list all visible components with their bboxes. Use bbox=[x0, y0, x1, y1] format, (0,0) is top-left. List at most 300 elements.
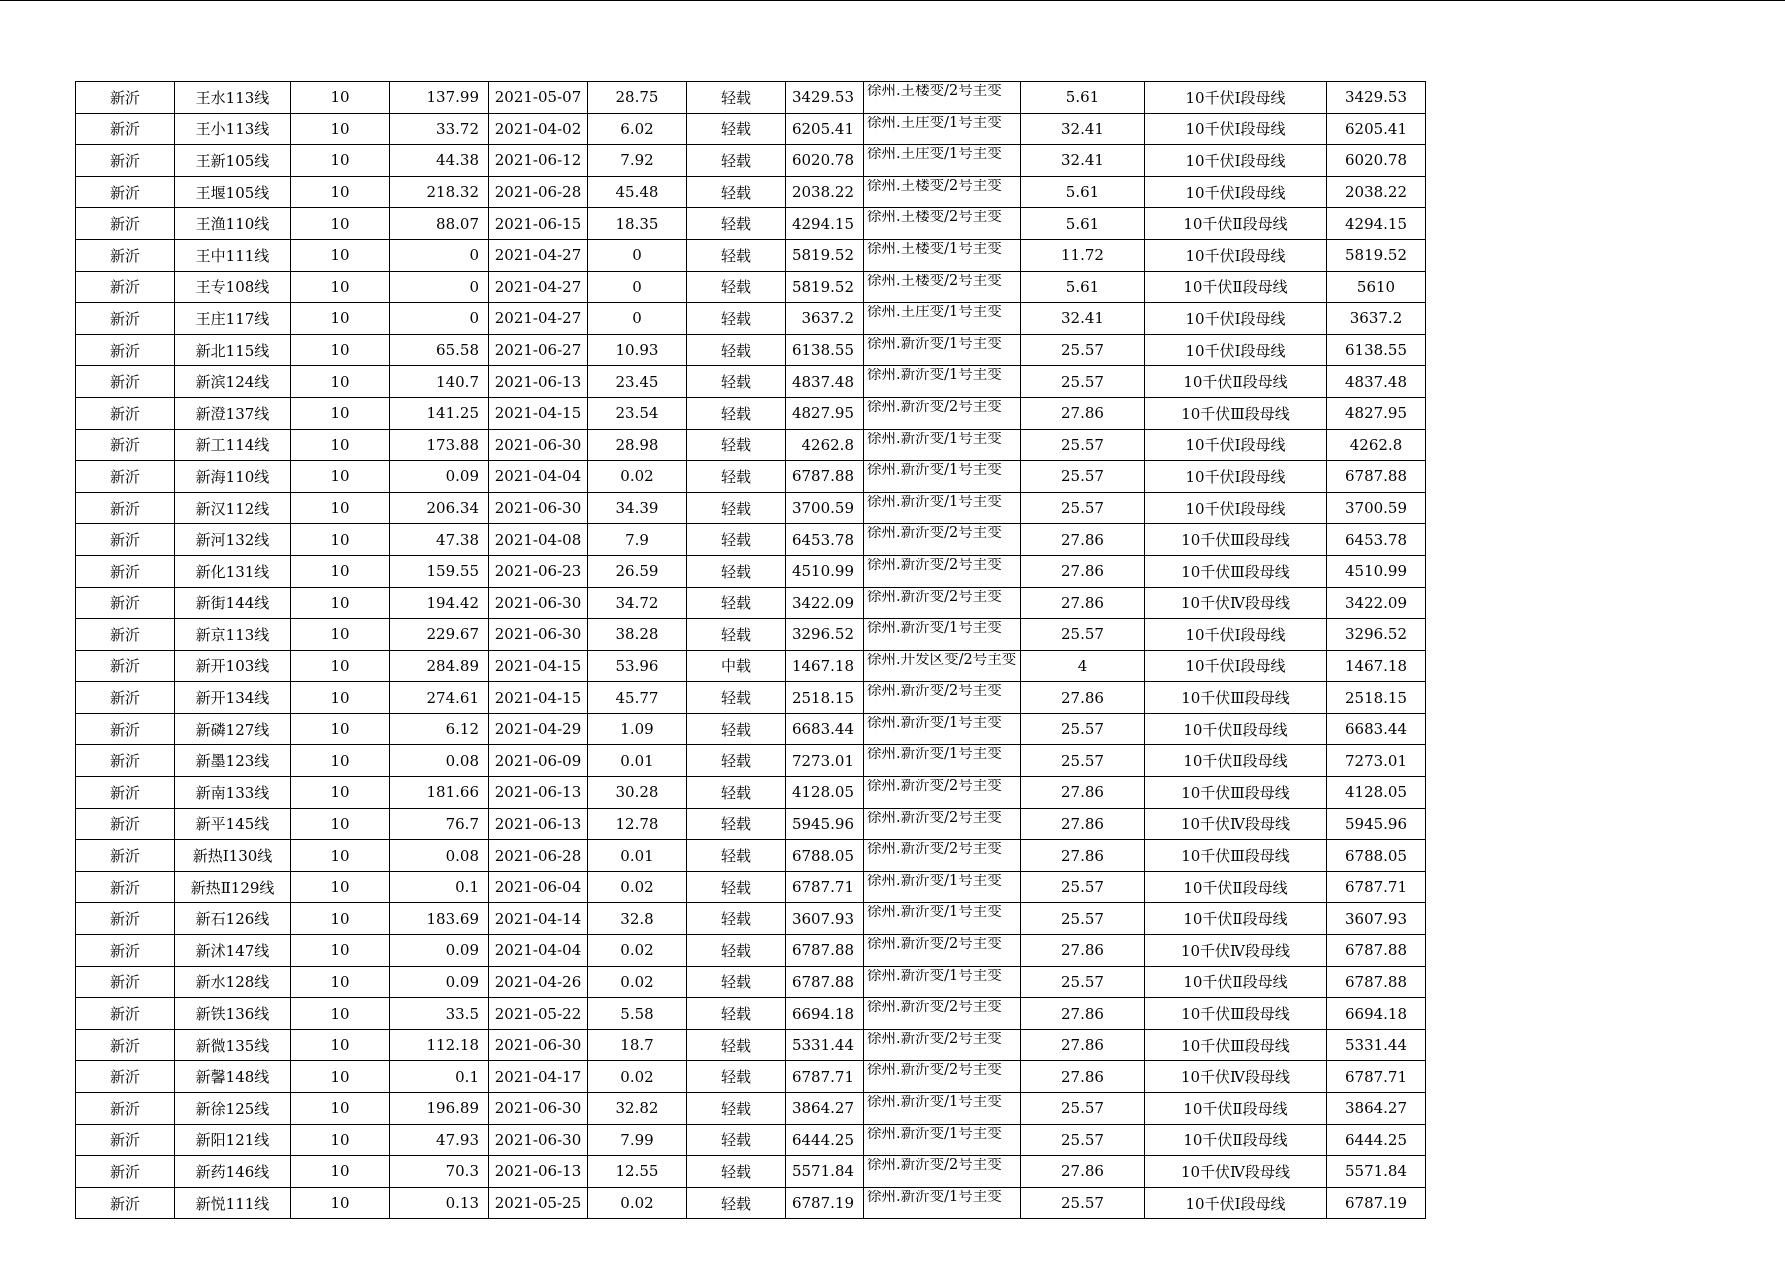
rate-cell: 0.02 bbox=[588, 1187, 687, 1219]
line-name-cell: 新墨123线 bbox=[175, 745, 291, 777]
rate-cell: 18.7 bbox=[588, 1029, 687, 1061]
load-status-cell: 轻载 bbox=[687, 397, 786, 429]
date-cell: 2021-06-09 bbox=[489, 745, 588, 777]
capacity-cell: 4262.8 bbox=[786, 429, 864, 461]
region-cell: 新沂 bbox=[76, 176, 175, 208]
rate-cell: 7.92 bbox=[588, 145, 687, 177]
remaining-capacity-cell: 5331.44 bbox=[1327, 1029, 1426, 1061]
capacity-cell: 5331.44 bbox=[786, 1029, 864, 1061]
transformer-rate-cell: 27.86 bbox=[1021, 840, 1145, 872]
value-cell: 0.09 bbox=[390, 461, 489, 493]
value-cell: 0.1 bbox=[390, 871, 489, 903]
load-status-cell: 轻载 bbox=[687, 745, 786, 777]
transformer-rate-cell: 25.57 bbox=[1021, 713, 1145, 745]
rate-cell: 30.28 bbox=[588, 777, 687, 809]
remaining-capacity-cell: 6788.05 bbox=[1327, 840, 1426, 872]
remaining-capacity-cell: 4262.8 bbox=[1327, 429, 1426, 461]
remaining-capacity-cell: 4837.48 bbox=[1327, 366, 1426, 398]
capacity-cell: 5819.52 bbox=[786, 239, 864, 271]
transformer-rate-cell: 27.86 bbox=[1021, 1156, 1145, 1188]
substation-text: 徐州.新沂变/1号主变 bbox=[867, 431, 1002, 447]
table-row bbox=[76, 1187, 1426, 1219]
transformer-rate-cell: 25.57 bbox=[1021, 1187, 1145, 1219]
table-row bbox=[76, 113, 1426, 145]
line-name-cell: 新馨148线 bbox=[175, 1061, 291, 1093]
region-cell: 新沂 bbox=[76, 397, 175, 429]
rate-cell: 28.75 bbox=[588, 82, 687, 114]
load-status-cell: 轻载 bbox=[687, 208, 786, 240]
substation-cell bbox=[864, 587, 1021, 619]
date-cell: 2021-06-30 bbox=[489, 429, 588, 461]
bus-cell: 10千伏Ⅱ段母线 bbox=[1145, 966, 1327, 998]
date-cell: 2021-06-30 bbox=[489, 1093, 588, 1125]
page-top-border bbox=[0, 0, 1785, 1]
value-cell: 218.32 bbox=[390, 176, 489, 208]
line-name-cell: 新热Ⅰ130线 bbox=[175, 840, 291, 872]
transformer-rate-cell: 25.57 bbox=[1021, 619, 1145, 651]
table-row bbox=[76, 777, 1426, 809]
bus-cell: 10千伏Ⅳ段母线 bbox=[1145, 1156, 1327, 1188]
date-cell: 2021-04-14 bbox=[489, 903, 588, 935]
date-cell: 2021-05-07 bbox=[489, 82, 588, 114]
table-row bbox=[76, 397, 1426, 429]
remaining-capacity-cell: 5945.96 bbox=[1327, 808, 1426, 840]
voltage-cell: 10 bbox=[291, 176, 390, 208]
capacity-cell: 3700.59 bbox=[786, 492, 864, 524]
region-cell: 新沂 bbox=[76, 555, 175, 587]
value-cell: 173.88 bbox=[390, 429, 489, 461]
table-row bbox=[76, 1061, 1426, 1093]
transformer-rate-cell: 25.57 bbox=[1021, 903, 1145, 935]
voltage-cell: 10 bbox=[291, 619, 390, 651]
capacity-cell: 3637.2 bbox=[786, 303, 864, 335]
rate-cell: 34.39 bbox=[588, 492, 687, 524]
rate-cell: 53.96 bbox=[588, 650, 687, 682]
substation-text: 徐州.新沂变/1号主变 bbox=[867, 747, 1002, 763]
remaining-capacity-cell: 2518.15 bbox=[1327, 682, 1426, 714]
substation-cell bbox=[864, 271, 1021, 303]
bus-cell: 10千伏Ⅲ段母线 bbox=[1145, 998, 1327, 1030]
rate-cell: 0 bbox=[588, 271, 687, 303]
voltage-cell: 10 bbox=[291, 871, 390, 903]
line-name-cell: 新海110线 bbox=[175, 461, 291, 493]
transformer-rate-cell: 25.57 bbox=[1021, 461, 1145, 493]
substation-text: 徐州.新沂变/1号主变 bbox=[867, 873, 1002, 889]
value-cell: 196.89 bbox=[390, 1093, 489, 1125]
load-status-cell: 中载 bbox=[687, 650, 786, 682]
date-cell: 2021-06-04 bbox=[489, 871, 588, 903]
table-row bbox=[76, 1029, 1426, 1061]
table-row bbox=[76, 1124, 1426, 1156]
substation-text: 徐州.新沂变/1号主变 bbox=[867, 905, 1002, 921]
value-cell: 47.38 bbox=[390, 524, 489, 556]
bus-cell: 10千伏Ⅳ段母线 bbox=[1145, 935, 1327, 967]
bus-cell: 10千伏Ⅳ段母线 bbox=[1145, 587, 1327, 619]
table-row bbox=[76, 239, 1426, 271]
remaining-capacity-cell: 3864.27 bbox=[1327, 1093, 1426, 1125]
voltage-cell: 10 bbox=[291, 334, 390, 366]
rate-cell: 10.93 bbox=[588, 334, 687, 366]
table-row bbox=[76, 492, 1426, 524]
capacity-cell: 7273.01 bbox=[786, 745, 864, 777]
line-name-cell: 新药146线 bbox=[175, 1156, 291, 1188]
value-cell: 183.69 bbox=[390, 903, 489, 935]
table-row bbox=[76, 555, 1426, 587]
load-status-cell: 轻载 bbox=[687, 492, 786, 524]
line-name-cell: 新南133线 bbox=[175, 777, 291, 809]
bus-cell: 10千伏Ⅰ段母线 bbox=[1145, 650, 1327, 682]
line-name-cell: 新澄137线 bbox=[175, 397, 291, 429]
date-cell: 2021-06-28 bbox=[489, 176, 588, 208]
rate-cell: 45.48 bbox=[588, 176, 687, 208]
date-cell: 2021-06-30 bbox=[489, 587, 588, 619]
substation-cell bbox=[864, 650, 1021, 682]
remaining-capacity-cell: 4827.95 bbox=[1327, 397, 1426, 429]
line-name-cell: 新开103线 bbox=[175, 650, 291, 682]
bus-cell: 10千伏Ⅰ段母线 bbox=[1145, 239, 1327, 271]
date-cell: 2021-06-15 bbox=[489, 208, 588, 240]
remaining-capacity-cell: 3296.52 bbox=[1327, 619, 1426, 651]
value-cell: 137.99 bbox=[390, 82, 489, 114]
table-row bbox=[76, 429, 1426, 461]
value-cell: 140.7 bbox=[390, 366, 489, 398]
table-row bbox=[76, 840, 1426, 872]
substation-cell bbox=[864, 682, 1021, 714]
table-row bbox=[76, 334, 1426, 366]
transformer-rate-cell: 27.86 bbox=[1021, 587, 1145, 619]
transformer-rate-cell: 25.57 bbox=[1021, 429, 1145, 461]
line-name-cell: 新化131线 bbox=[175, 555, 291, 587]
voltage-cell: 10 bbox=[291, 82, 390, 114]
date-cell: 2021-06-27 bbox=[489, 334, 588, 366]
rate-cell: 0.02 bbox=[588, 461, 687, 493]
transformer-rate-cell: 5.61 bbox=[1021, 176, 1145, 208]
substation-cell bbox=[864, 840, 1021, 872]
remaining-capacity-cell: 3700.59 bbox=[1327, 492, 1426, 524]
capacity-cell: 3422.09 bbox=[786, 587, 864, 619]
remaining-capacity-cell: 6453.78 bbox=[1327, 524, 1426, 556]
bus-cell: 10千伏Ⅲ段母线 bbox=[1145, 840, 1327, 872]
line-load-table bbox=[75, 81, 1426, 1219]
bus-cell: 10千伏Ⅲ段母线 bbox=[1145, 524, 1327, 556]
region-cell: 新沂 bbox=[76, 1061, 175, 1093]
load-status-cell: 轻载 bbox=[687, 840, 786, 872]
table-row bbox=[76, 745, 1426, 777]
region-cell: 新沂 bbox=[76, 145, 175, 177]
line-name-cell: 新开134线 bbox=[175, 682, 291, 714]
bus-cell: 10千伏Ⅲ段母线 bbox=[1145, 777, 1327, 809]
bus-cell: 10千伏Ⅱ段母线 bbox=[1145, 713, 1327, 745]
substation-cell bbox=[864, 461, 1021, 493]
table-row bbox=[76, 524, 1426, 556]
capacity-cell: 4294.15 bbox=[786, 208, 864, 240]
remaining-capacity-cell: 4128.05 bbox=[1327, 777, 1426, 809]
rate-cell: 23.45 bbox=[588, 366, 687, 398]
remaining-capacity-cell: 2038.22 bbox=[1327, 176, 1426, 208]
transformer-rate-cell: 5.61 bbox=[1021, 208, 1145, 240]
substation-text: 徐州.新沂变/1号主变 bbox=[867, 1095, 1002, 1110]
transformer-rate-cell: 25.57 bbox=[1021, 1093, 1145, 1125]
substation-cell bbox=[864, 619, 1021, 651]
region-cell: 新沂 bbox=[76, 840, 175, 872]
substation-cell bbox=[864, 208, 1021, 240]
substation-text: 徐州.新沂变/2号主变 bbox=[867, 937, 1002, 953]
substation-text: 徐州.新沂变/2号主变 bbox=[867, 1063, 1002, 1079]
rate-cell: 12.55 bbox=[588, 1156, 687, 1188]
voltage-cell: 10 bbox=[291, 145, 390, 177]
transformer-rate-cell: 27.86 bbox=[1021, 935, 1145, 967]
rate-cell: 5.58 bbox=[588, 998, 687, 1030]
region-cell: 新沂 bbox=[76, 303, 175, 335]
date-cell: 2021-06-30 bbox=[489, 619, 588, 651]
substation-cell bbox=[864, 239, 1021, 271]
voltage-cell: 10 bbox=[291, 492, 390, 524]
value-cell: 0.13 bbox=[390, 1187, 489, 1219]
region-cell: 新沂 bbox=[76, 334, 175, 366]
load-status-cell: 轻载 bbox=[687, 619, 786, 651]
line-name-cell: 新水128线 bbox=[175, 966, 291, 998]
value-cell: 0.08 bbox=[390, 745, 489, 777]
remaining-capacity-cell: 4294.15 bbox=[1327, 208, 1426, 240]
substation-text: 徐州.新沂变/2号主变 bbox=[867, 557, 1002, 573]
bus-cell: 10千伏Ⅰ段母线 bbox=[1145, 619, 1327, 651]
bus-cell: 10千伏Ⅱ段母线 bbox=[1145, 271, 1327, 303]
value-cell: 0.08 bbox=[390, 840, 489, 872]
remaining-capacity-cell: 4510.99 bbox=[1327, 555, 1426, 587]
transformer-rate-cell: 27.86 bbox=[1021, 1029, 1145, 1061]
date-cell: 2021-06-12 bbox=[489, 145, 588, 177]
substation-cell bbox=[864, 145, 1021, 177]
date-cell: 2021-04-15 bbox=[489, 397, 588, 429]
substation-cell bbox=[864, 492, 1021, 524]
voltage-cell: 10 bbox=[291, 713, 390, 745]
line-name-cell: 新沭147线 bbox=[175, 935, 291, 967]
load-status-cell: 轻载 bbox=[687, 871, 786, 903]
remaining-capacity-cell: 6683.44 bbox=[1327, 713, 1426, 745]
load-status-cell: 轻载 bbox=[687, 366, 786, 398]
voltage-cell: 10 bbox=[291, 777, 390, 809]
substation-cell bbox=[864, 113, 1021, 145]
line-name-cell: 新滨124线 bbox=[175, 366, 291, 398]
load-status-cell: 轻载 bbox=[687, 555, 786, 587]
rate-cell: 23.54 bbox=[588, 397, 687, 429]
substation-cell bbox=[864, 745, 1021, 777]
voltage-cell: 10 bbox=[291, 397, 390, 429]
table-row bbox=[76, 461, 1426, 493]
date-cell: 2021-06-13 bbox=[489, 1156, 588, 1188]
remaining-capacity-cell: 6694.18 bbox=[1327, 998, 1426, 1030]
rate-cell: 32.8 bbox=[588, 903, 687, 935]
table-row bbox=[76, 682, 1426, 714]
transformer-rate-cell: 25.57 bbox=[1021, 492, 1145, 524]
date-cell: 2021-06-30 bbox=[489, 492, 588, 524]
bus-cell: 10千伏Ⅰ段母线 bbox=[1145, 492, 1327, 524]
load-status-cell: 轻载 bbox=[687, 524, 786, 556]
bus-cell: 10千伏Ⅳ段母线 bbox=[1145, 808, 1327, 840]
remaining-capacity-cell: 5610 bbox=[1327, 271, 1426, 303]
remaining-capacity-cell: 6787.88 bbox=[1327, 461, 1426, 493]
substation-text: 徐州.王楼变/2号主变 bbox=[867, 210, 1002, 226]
region-cell: 新沂 bbox=[76, 903, 175, 935]
line-name-cell: 王专108线 bbox=[175, 271, 291, 303]
bus-cell: 10千伏Ⅲ段母线 bbox=[1145, 397, 1327, 429]
date-cell: 2021-06-13 bbox=[489, 808, 588, 840]
voltage-cell: 10 bbox=[291, 745, 390, 777]
date-cell: 2021-04-27 bbox=[489, 239, 588, 271]
remaining-capacity-cell: 6787.19 bbox=[1327, 1187, 1426, 1219]
bus-cell: 10千伏Ⅱ段母线 bbox=[1145, 1124, 1327, 1156]
transformer-rate-cell: 11.72 bbox=[1021, 239, 1145, 271]
rate-cell: 0 bbox=[588, 239, 687, 271]
transformer-rate-cell: 25.57 bbox=[1021, 745, 1145, 777]
value-cell: 76.7 bbox=[390, 808, 489, 840]
voltage-cell: 10 bbox=[291, 429, 390, 461]
rate-cell: 45.77 bbox=[588, 682, 687, 714]
bus-cell: 10千伏Ⅰ段母线 bbox=[1145, 334, 1327, 366]
transformer-rate-cell: 27.86 bbox=[1021, 808, 1145, 840]
substation-cell bbox=[864, 176, 1021, 208]
voltage-cell: 10 bbox=[291, 966, 390, 998]
rate-cell: 6.02 bbox=[588, 113, 687, 145]
date-cell: 2021-04-02 bbox=[489, 113, 588, 145]
substation-text: 徐州.王庄变/1号主变 bbox=[867, 305, 1002, 321]
substation-cell bbox=[864, 903, 1021, 935]
value-cell: 47.93 bbox=[390, 1124, 489, 1156]
bus-cell: 10千伏Ⅲ段母线 bbox=[1145, 1029, 1327, 1061]
bus-cell: 10千伏Ⅲ段母线 bbox=[1145, 682, 1327, 714]
rate-cell: 0.02 bbox=[588, 966, 687, 998]
voltage-cell: 10 bbox=[291, 808, 390, 840]
bus-cell: 10千伏Ⅱ段母线 bbox=[1145, 208, 1327, 240]
value-cell: 0 bbox=[390, 271, 489, 303]
remaining-capacity-cell: 6444.25 bbox=[1327, 1124, 1426, 1156]
bus-cell: 10千伏Ⅰ段母线 bbox=[1145, 176, 1327, 208]
substation-text: 徐州.新沂变/1号主变 bbox=[867, 1126, 1002, 1142]
substation-cell bbox=[864, 808, 1021, 840]
voltage-cell: 10 bbox=[291, 271, 390, 303]
load-status-cell: 轻载 bbox=[687, 429, 786, 461]
line-name-cell: 新悦111线 bbox=[175, 1187, 291, 1219]
transformer-rate-cell: 25.57 bbox=[1021, 366, 1145, 398]
rate-cell: 0.01 bbox=[588, 745, 687, 777]
value-cell: 159.55 bbox=[390, 555, 489, 587]
substation-text: 徐州.王楼变/1号主变 bbox=[867, 241, 1002, 257]
capacity-cell: 3429.53 bbox=[786, 82, 864, 114]
value-cell: 0.09 bbox=[390, 966, 489, 998]
transformer-rate-cell: 4 bbox=[1021, 650, 1145, 682]
substation-text: 徐州.王楼变/2号主变 bbox=[867, 273, 1002, 289]
line-name-cell: 新工114线 bbox=[175, 429, 291, 461]
voltage-cell: 10 bbox=[291, 1061, 390, 1093]
load-status-cell: 轻载 bbox=[687, 145, 786, 177]
date-cell: 2021-04-15 bbox=[489, 650, 588, 682]
capacity-cell: 6787.71 bbox=[786, 871, 864, 903]
line-name-cell: 新徐125线 bbox=[175, 1093, 291, 1125]
rate-cell: 0.02 bbox=[588, 935, 687, 967]
table-row bbox=[76, 1156, 1426, 1188]
remaining-capacity-cell: 6787.71 bbox=[1327, 1061, 1426, 1093]
line-name-cell: 王庄117线 bbox=[175, 303, 291, 335]
value-cell: 284.89 bbox=[390, 650, 489, 682]
substation-text: 徐州.新沂变/2号主变 bbox=[867, 1000, 1002, 1016]
region-cell: 新沂 bbox=[76, 366, 175, 398]
table-row bbox=[76, 935, 1426, 967]
substation-text: 徐州.新沂变/2号主变 bbox=[867, 684, 1002, 700]
capacity-cell: 3864.27 bbox=[786, 1093, 864, 1125]
line-name-cell: 新汉112线 bbox=[175, 492, 291, 524]
substation-cell bbox=[864, 334, 1021, 366]
capacity-cell: 2518.15 bbox=[786, 682, 864, 714]
value-cell: 6.12 bbox=[390, 713, 489, 745]
table-row bbox=[76, 650, 1426, 682]
date-cell: 2021-06-13 bbox=[489, 366, 588, 398]
table-row bbox=[76, 176, 1426, 208]
bus-cell: 10千伏Ⅰ段母线 bbox=[1145, 113, 1327, 145]
table-body bbox=[76, 82, 1426, 1219]
substation-text: 徐州.新沂变/2号主变 bbox=[867, 842, 1002, 858]
rate-cell: 0 bbox=[588, 303, 687, 335]
region-cell: 新沂 bbox=[76, 1029, 175, 1061]
capacity-cell: 6787.88 bbox=[786, 461, 864, 493]
region-cell: 新沂 bbox=[76, 82, 175, 114]
region-cell: 新沂 bbox=[76, 239, 175, 271]
table-row bbox=[76, 366, 1426, 398]
load-status-cell: 轻载 bbox=[687, 334, 786, 366]
substation-cell bbox=[864, 82, 1021, 114]
remaining-capacity-cell: 3637.2 bbox=[1327, 303, 1426, 335]
line-name-cell: 新热Ⅱ129线 bbox=[175, 871, 291, 903]
line-name-cell: 王新105线 bbox=[175, 145, 291, 177]
bus-cell: 10千伏Ⅱ段母线 bbox=[1145, 745, 1327, 777]
capacity-cell: 6787.88 bbox=[786, 966, 864, 998]
voltage-cell: 10 bbox=[291, 1029, 390, 1061]
line-name-cell: 新磷127线 bbox=[175, 713, 291, 745]
substation-cell bbox=[864, 1093, 1021, 1125]
load-status-cell: 轻载 bbox=[687, 1029, 786, 1061]
voltage-cell: 10 bbox=[291, 524, 390, 556]
substation-text: 徐州.新沂变/1号主变 bbox=[867, 621, 1002, 637]
load-status-cell: 轻载 bbox=[687, 303, 786, 335]
region-cell: 新沂 bbox=[76, 1156, 175, 1188]
remaining-capacity-cell: 6787.88 bbox=[1327, 935, 1426, 967]
load-status-cell: 轻载 bbox=[687, 1187, 786, 1219]
load-status-cell: 轻载 bbox=[687, 713, 786, 745]
bus-cell: 10千伏Ⅱ段母线 bbox=[1145, 903, 1327, 935]
voltage-cell: 10 bbox=[291, 1156, 390, 1188]
value-cell: 65.58 bbox=[390, 334, 489, 366]
load-status-cell: 轻载 bbox=[687, 1093, 786, 1125]
capacity-cell: 4837.48 bbox=[786, 366, 864, 398]
transformer-rate-cell: 32.41 bbox=[1021, 303, 1145, 335]
line-name-cell: 王中111线 bbox=[175, 239, 291, 271]
line-name-cell: 新街144线 bbox=[175, 587, 291, 619]
region-cell: 新沂 bbox=[76, 1093, 175, 1125]
transformer-rate-cell: 5.61 bbox=[1021, 82, 1145, 114]
region-cell: 新沂 bbox=[76, 1187, 175, 1219]
voltage-cell: 10 bbox=[291, 366, 390, 398]
table-row bbox=[76, 871, 1426, 903]
voltage-cell: 10 bbox=[291, 1187, 390, 1219]
capacity-cell: 5819.52 bbox=[786, 271, 864, 303]
remaining-capacity-cell: 3429.53 bbox=[1327, 82, 1426, 114]
capacity-cell: 3607.93 bbox=[786, 903, 864, 935]
bus-cell: 10千伏Ⅱ段母线 bbox=[1145, 366, 1327, 398]
substation-cell bbox=[864, 998, 1021, 1030]
voltage-cell: 10 bbox=[291, 587, 390, 619]
date-cell: 2021-04-17 bbox=[489, 1061, 588, 1093]
date-cell: 2021-06-30 bbox=[489, 1029, 588, 1061]
capacity-cell: 6020.78 bbox=[786, 145, 864, 177]
